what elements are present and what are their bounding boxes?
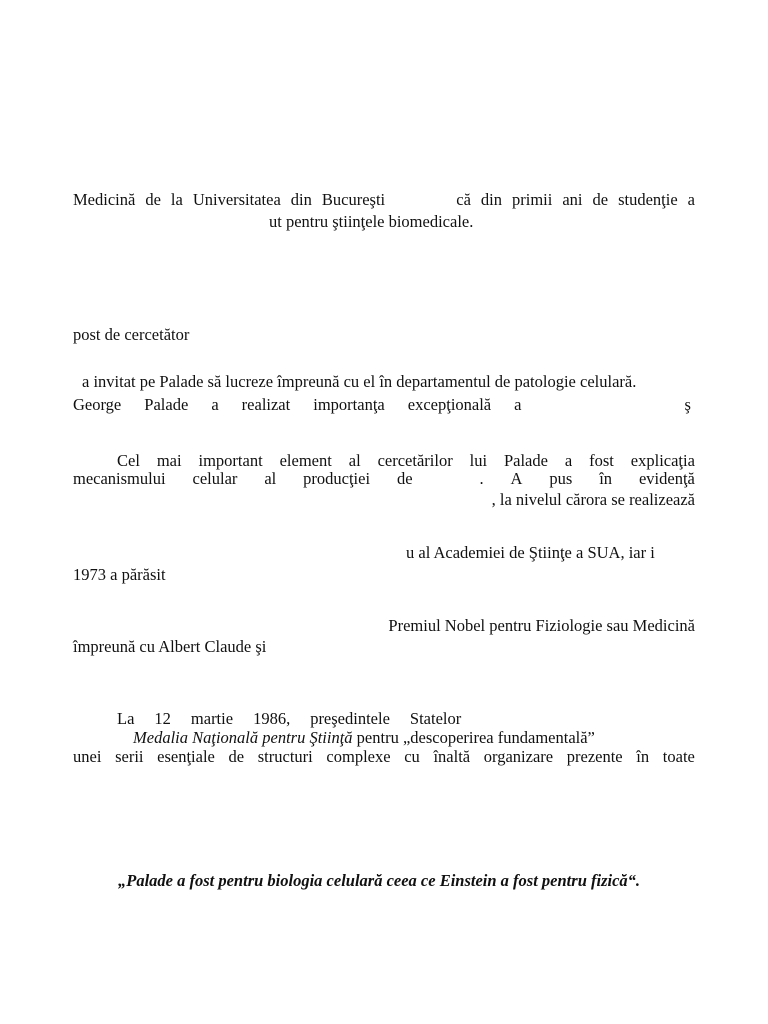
word: toate: [662, 747, 695, 766]
paragraph-7-line-1: [117, 709, 461, 729]
word: element: [279, 451, 332, 470]
word: al: [264, 469, 277, 488]
paragraph-6-line-1: [337, 616, 695, 636]
word: unei: [73, 747, 102, 766]
paragraph-3-line-1: a invitat pe Palade să lucreze împreună cu el în departamentul de patologie celulară.: [82, 372, 637, 391]
word: important: [198, 451, 263, 470]
paragraph-5-line-1: u al Academiei de Ştiinţe a SUA, iar i: [406, 543, 655, 562]
word: a: [514, 395, 522, 414]
paragraph-4-line-1: [117, 451, 695, 471]
line-text: pentru „descoperirea fundamentală”: [352, 728, 595, 747]
word: de: [145, 190, 161, 209]
paragraph-1-line-2: ut pentru ştiinţele biomedicale.: [269, 212, 474, 231]
word: complexe: [326, 747, 391, 766]
word: Universitatea: [192, 190, 281, 209]
word: prezente: [566, 747, 623, 766]
word: A: [510, 469, 523, 488]
word: George: [73, 395, 122, 414]
word: celular: [192, 469, 238, 488]
word: 1986,: [253, 709, 291, 728]
word: din: [480, 190, 502, 209]
word: ani: [562, 190, 583, 209]
word: structuri: [257, 747, 313, 766]
word: că: [456, 190, 471, 209]
word: esenţiale: [157, 747, 215, 766]
word: 12: [154, 709, 171, 728]
paragraph-1-line-1: [73, 190, 695, 210]
word: producţiei: [303, 469, 371, 488]
word: mai: [156, 451, 182, 470]
word: primii: [512, 190, 553, 209]
word: importanţa: [313, 395, 385, 414]
word: în: [636, 747, 650, 766]
word: martie: [190, 709, 234, 728]
word: a: [211, 395, 219, 414]
word: Palade: [503, 451, 548, 470]
word: mecanismului: [73, 469, 166, 488]
word: Medicină: [73, 190, 136, 209]
paragraph-7-line-3: [73, 747, 695, 767]
paragraph-6-line-2: împreună cu Albert Claude şi: [73, 637, 267, 656]
line-text: Premiul Nobel pentru Fiziologie sau Medicină: [388, 616, 695, 635]
word: serii: [115, 747, 144, 766]
word: lui: [469, 451, 488, 470]
word: studenţie: [618, 190, 678, 209]
word: Bucureşti: [321, 190, 386, 209]
word: excepţională: [407, 395, 492, 414]
word: de: [228, 747, 245, 766]
paragraph-4-line-2: [73, 469, 695, 489]
word: Statelor: [409, 709, 462, 728]
word: Palade: [144, 395, 189, 414]
p1-line1-left: [73, 190, 385, 210]
word: fost: [589, 451, 614, 470]
medal-name: Medalia Naţională pentru Ştiinţă: [133, 728, 353, 747]
word: pus: [549, 469, 573, 488]
word: înaltă: [433, 747, 471, 766]
word: în: [599, 469, 613, 488]
word: explicaţia: [630, 451, 695, 470]
word: organizare: [483, 747, 554, 766]
word: realizat: [241, 395, 291, 414]
word: cu: [404, 747, 420, 766]
paragraph-2-line-1: post de cercetător: [73, 325, 190, 344]
word: La: [117, 709, 135, 728]
word: Cel: [117, 451, 140, 470]
word: de: [592, 190, 609, 209]
word: .: [479, 469, 484, 488]
word: a: [564, 451, 573, 470]
word: cercetărilor: [377, 451, 453, 470]
word: preşedintele: [310, 709, 390, 728]
paragraph-3-line-2: [73, 395, 695, 415]
word: a: [687, 190, 695, 209]
einstein-quote: „Palade a fost pentru biologia celulară ceea ce Einstein a fost pentru fizică“.: [118, 871, 641, 890]
line-text: , la nivelul cărora se realizează: [491, 490, 695, 509]
word: al: [348, 451, 361, 470]
word: de: [396, 469, 413, 488]
p1-line1-right: [456, 190, 695, 210]
paragraph-7-line-2: [133, 728, 595, 748]
word: ş: [684, 395, 691, 414]
paragraph-5-line-2: 1973 a părăsit: [73, 565, 166, 584]
paragraph-4-line-3: [403, 490, 695, 510]
word: din: [290, 190, 312, 209]
word: evidenţă: [638, 469, 695, 488]
word: la: [170, 190, 183, 209]
